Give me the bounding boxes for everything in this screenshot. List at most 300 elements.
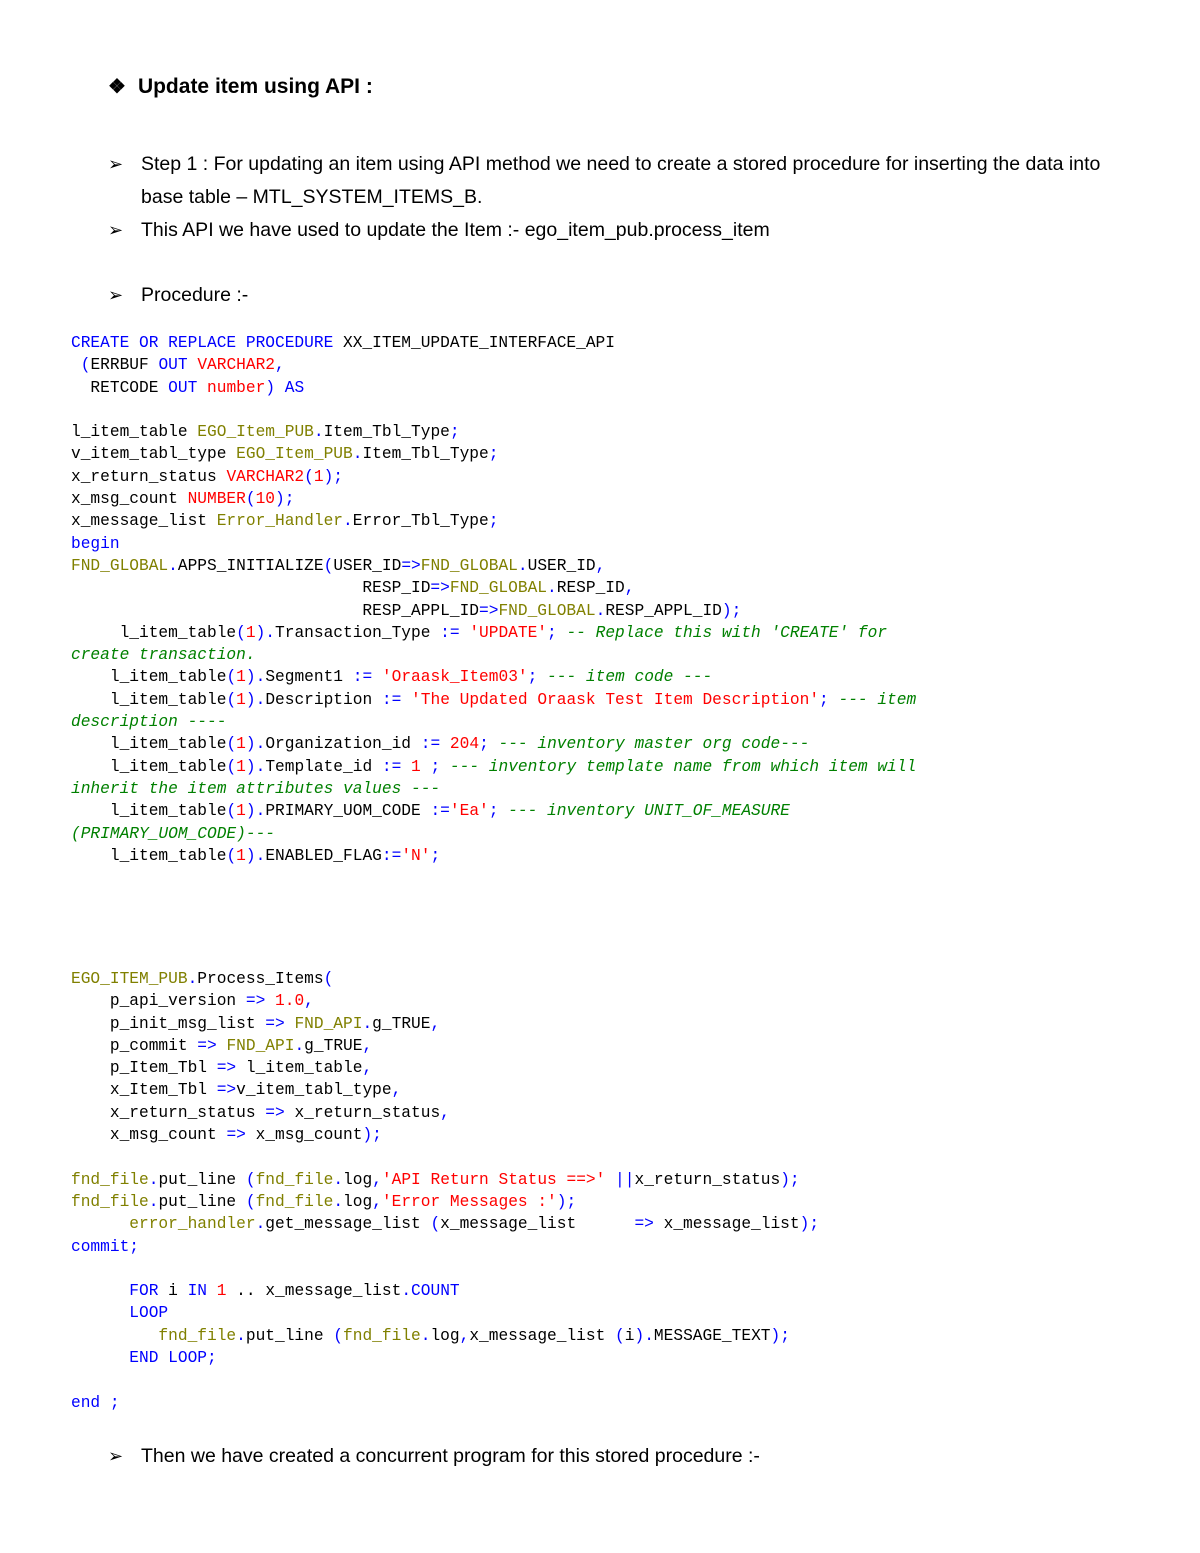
code-token: =>: [430, 579, 450, 598]
code-token: l_item_table: [71, 735, 227, 754]
code-token: =>: [245, 992, 266, 1011]
code-token: FND_GLOBAL: [71, 556, 169, 575]
process-items-code-line: [71, 1191, 819, 1213]
process-items-code-line: [71, 1236, 819, 1258]
code-token: END LOOP: [71, 1349, 207, 1368]
code-token: ;: [430, 846, 441, 865]
code-token: .: [420, 1326, 431, 1345]
procedure-code-line: [71, 332, 916, 354]
procedure-code-line: [71, 555, 916, 577]
code-token: description ----: [71, 713, 227, 732]
code-token: .: [313, 423, 324, 442]
code-token: Description: [265, 690, 382, 709]
code-token: .: [644, 1326, 654, 1345]
code-token: COUNT: [411, 1282, 460, 1301]
code-token: [188, 356, 198, 374]
code-token: [217, 1037, 227, 1055]
code-token: x_message_list: [71, 512, 217, 531]
code-token: [460, 624, 470, 642]
code-token: l_item_table: [71, 846, 227, 865]
code-token: ,: [624, 579, 635, 598]
code-token: ;: [488, 445, 499, 464]
code-token: Process_Items: [197, 970, 324, 988]
procedure-code-line: [71, 399, 916, 421]
procedure-code-line: [71, 421, 916, 443]
code-token: --- inventory UNIT_OF_MEASURE: [498, 802, 790, 821]
code-token: 'The Updated Oraask Test Item Description': [411, 690, 820, 709]
code-token: [401, 758, 411, 776]
code-token: x_return_status: [634, 1170, 781, 1189]
code-token: 1: [236, 690, 246, 709]
code-token: FND_API: [294, 1014, 363, 1033]
arrow-bullet-icon: ➢: [108, 285, 124, 305]
code-token: 1: [216, 1282, 227, 1301]
code-token: ;: [449, 423, 460, 442]
code-token: ;: [129, 1237, 140, 1256]
code-token: =>: [634, 1215, 654, 1234]
code-token: x_message_list: [469, 1326, 616, 1345]
code-token: .: [352, 445, 363, 464]
code-token: p_init_msg_list: [71, 1014, 266, 1033]
code-token: (: [323, 556, 334, 575]
code-token: ;: [420, 757, 441, 776]
code-token: ): [245, 846, 256, 865]
code-token: 'Oraask_Item03': [381, 668, 528, 687]
process-items-code-line: [71, 1146, 819, 1168]
code-token: ERRBUF: [90, 356, 159, 375]
code-token: .: [343, 512, 353, 531]
code-token: x_return_status: [71, 1103, 266, 1122]
procedure-code-line: [71, 689, 916, 711]
code-token: .. x_message_list: [226, 1282, 402, 1301]
code-token: 'Ea': [449, 802, 489, 821]
diamond-bullet-icon: ❖: [108, 76, 126, 98]
code-token: (: [226, 735, 237, 754]
code-token: ,: [430, 1014, 441, 1033]
code-token: ): [255, 623, 266, 642]
code-token: .: [255, 1215, 266, 1234]
code-token: MESSAGE_TEXT: [653, 1326, 771, 1345]
code-token: .: [547, 579, 557, 598]
code-token: NUMBER: [187, 490, 246, 509]
code-token: USER_ID: [527, 556, 596, 575]
code-token: x_Item_Tbl: [71, 1081, 217, 1100]
code-token: create transaction.: [71, 646, 256, 665]
code-token: (: [71, 356, 91, 375]
code-token: begin: [71, 534, 120, 553]
code-block-procedure: [71, 332, 916, 867]
process-items-code-line: [71, 1302, 819, 1324]
code-token: (: [615, 1326, 625, 1345]
code-token: x_msg_count: [71, 490, 188, 509]
code-token: l_item_table: [71, 423, 198, 442]
code-token: =>: [265, 1103, 285, 1122]
bullet-text: This API we have used to update the Item :- ego_item_pub.process_item: [141, 219, 770, 241]
code-token: =>: [197, 1036, 217, 1055]
procedure-code-line: [71, 600, 916, 622]
code-token: ,: [275, 356, 285, 375]
code-token: CREATE OR REPLACE PROCEDURE: [71, 334, 334, 352]
code-token: RESP_ID: [556, 579, 625, 598]
code-token: :=: [420, 735, 441, 754]
code-token: EGO_Item_PUB: [197, 423, 314, 442]
code-token: ,: [595, 556, 606, 575]
code-token: (: [226, 668, 237, 687]
code-token: Error_Tbl_Type: [352, 512, 489, 531]
code-token: log: [343, 1170, 373, 1189]
code-token: AS: [284, 378, 305, 397]
code-token: (PRIMARY_UOM_CODE)---: [71, 824, 275, 843]
code-token: ENABLED_FLAG: [265, 846, 382, 865]
code-token: =>: [401, 556, 421, 575]
code-token: .: [255, 846, 266, 865]
code-token: OUT: [168, 378, 198, 397]
code-token: ;: [819, 690, 829, 709]
code-token: Organization_id: [265, 735, 421, 754]
procedure-code-line: [71, 377, 916, 399]
code-token: .: [265, 623, 276, 642]
code-token: .: [255, 735, 266, 754]
code-token: 1: [236, 668, 246, 687]
code-token: .: [168, 556, 178, 575]
code-token: Item_Tbl_Type: [323, 423, 450, 442]
code-token: ;: [100, 1393, 120, 1412]
code-token: (: [430, 1215, 441, 1234]
code-token: 1: [245, 623, 256, 642]
procedure-code-line: [71, 622, 916, 644]
code-token: FND_API: [226, 1036, 295, 1055]
code-token: 'Error Messages :': [381, 1192, 557, 1211]
code-token: );: [780, 1170, 800, 1189]
procedure-code-line: [71, 666, 916, 688]
code-token: v_item_tabl_type: [71, 445, 237, 464]
process-items-code-line: [71, 1102, 819, 1124]
code-token: l_item_table: [71, 690, 227, 709]
code-token: =>: [226, 1126, 246, 1145]
code-token: :=: [381, 757, 402, 776]
code-token: ,: [372, 1170, 382, 1189]
code-token: .: [187, 970, 198, 988]
code-token: end: [71, 1393, 101, 1412]
code-token: FND_GLOBAL: [449, 579, 548, 598]
procedure-code-line: [71, 800, 916, 822]
code-token: --- item code ---: [537, 668, 713, 687]
code-token: FOR: [71, 1282, 159, 1301]
code-token: =>: [216, 1081, 237, 1100]
code-token: 'N': [401, 846, 431, 865]
code-token: RETCODE: [71, 378, 169, 397]
code-token: (: [333, 1326, 344, 1345]
code-token: VARCHAR2: [197, 356, 276, 375]
code-token: .: [255, 802, 266, 821]
procedure-code-line: [71, 845, 916, 867]
code-token: );: [323, 467, 344, 486]
code-token: (: [236, 623, 246, 642]
process-items-code-line: [71, 1079, 819, 1101]
code-token: l_item_table: [236, 1059, 363, 1078]
code-token: Segment1: [265, 668, 353, 687]
process-items-code-line: [71, 1013, 819, 1035]
code-token: x_msg_count: [245, 1126, 363, 1145]
procedure-code-line: [71, 488, 916, 510]
bullet-text: Then we have created a concurrent program for this stored procedure :-: [141, 1445, 760, 1467]
bullet-step-1: [108, 148, 1131, 214]
code-token: .: [148, 1192, 159, 1211]
process-items-code-line: [71, 1347, 819, 1369]
code-token: :=: [352, 668, 373, 687]
process-items-code-line: [71, 1392, 819, 1414]
code-token: EGO_Item_PUB: [236, 445, 353, 464]
procedure-code-line: [71, 823, 916, 845]
code-token: g_TRUE: [304, 1036, 363, 1055]
code-token: IN: [187, 1282, 208, 1301]
code-token: p_api_version: [71, 992, 246, 1011]
bullet-text: Step 1 : For updating an item using API method we need to create a stored procedure for inserting the data into base table – MTL_SYSTEM_ITEMS_B.: [141, 153, 1101, 208]
code-token: ,: [362, 1059, 373, 1078]
code-token: 'UPDATE': [469, 623, 548, 642]
code-token: .: [255, 757, 266, 776]
process-items-code-line: [71, 1057, 819, 1079]
code-token: --- inventory master org code---: [488, 735, 810, 754]
code-token: fnd_file: [71, 1192, 149, 1211]
process-items-code-line: [71, 1258, 819, 1280]
code-token: [275, 379, 285, 397]
code-token: log: [430, 1326, 460, 1345]
code-token: (: [226, 846, 237, 865]
section-heading: [108, 74, 373, 99]
code-token: PRIMARY_UOM_CODE: [265, 802, 431, 821]
code-token: ): [245, 735, 256, 754]
code-token: );: [556, 1192, 577, 1211]
process-items-code-line: [71, 968, 819, 990]
code-token: ;: [488, 512, 499, 531]
bullet-concurrent-program: [108, 1440, 1131, 1473]
code-token: ;: [479, 735, 489, 754]
code-token: fnd_file: [343, 1326, 421, 1345]
code-token: [440, 735, 450, 753]
code-token: EGO_ITEM_PUB: [71, 970, 188, 988]
code-token: RESP_ID: [71, 579, 431, 598]
code-token: (: [323, 970, 334, 988]
code-token: --- inventory template name from which item will: [440, 757, 917, 776]
code-token: [372, 668, 382, 686]
code-token: RESP_APPL_ID: [605, 601, 722, 620]
code-token: APPS_INITIALIZE: [177, 556, 324, 575]
code-token: ): [634, 1326, 645, 1345]
code-token: 1: [236, 757, 246, 776]
process-items-code-line: [71, 1325, 819, 1347]
code-token: x_return_status: [71, 467, 227, 486]
code-token: get_message_list: [265, 1215, 431, 1234]
procedure-code-line: [71, 644, 916, 666]
code-token: .: [333, 1192, 344, 1211]
procedure-code-line: [71, 711, 916, 733]
code-token: (: [304, 467, 314, 486]
code-token: [207, 1282, 217, 1300]
code-token: 1.0: [275, 992, 305, 1011]
code-token: :=: [430, 802, 450, 821]
arrow-bullet-icon: ➢: [108, 220, 124, 240]
code-token: 204: [449, 735, 480, 754]
code-token: [265, 992, 275, 1010]
code-token: ;: [488, 802, 499, 821]
code-token: VARCHAR2: [226, 467, 305, 486]
code-token: [401, 691, 411, 709]
code-token: .: [401, 1282, 412, 1301]
code-token: 'API Return Status ==>': [381, 1170, 606, 1189]
process-items-code-line: [71, 1280, 819, 1302]
code-token: ,: [304, 992, 314, 1011]
code-token: [285, 1015, 295, 1033]
process-items-code-line: [71, 990, 819, 1012]
code-token: :=: [381, 690, 402, 709]
code-token: fnd_file: [71, 1326, 237, 1345]
code-token: .: [333, 1170, 344, 1189]
code-token: ): [245, 668, 256, 687]
code-token: error_handler: [71, 1215, 256, 1234]
procedure-code-line: [71, 466, 916, 488]
code-token: USER_ID: [333, 556, 402, 575]
code-token: ;: [547, 623, 557, 642]
code-token: :=: [440, 623, 460, 642]
code-token: ;: [527, 668, 538, 687]
code-token: .: [362, 1014, 373, 1033]
code-token: .: [255, 690, 266, 709]
code-token: );: [770, 1326, 790, 1345]
procedure-code-line: [71, 756, 916, 778]
code-token: );: [275, 490, 295, 509]
code-token: log: [343, 1192, 373, 1211]
code-token: ,: [459, 1326, 470, 1345]
code-token: p_Item_Tbl: [71, 1059, 217, 1078]
code-token: i: [624, 1326, 635, 1345]
procedure-code-line: [71, 577, 916, 599]
code-token: FND_GLOBAL: [420, 556, 518, 575]
code-token: FND_GLOBAL: [498, 601, 596, 620]
code-token: ,: [440, 1103, 450, 1122]
code-token: p_commit: [71, 1036, 198, 1055]
code-token: (: [245, 490, 256, 509]
code-token: Template_id: [265, 757, 382, 776]
code-token: Item_Tbl_Type: [362, 445, 489, 464]
code-token: ||: [605, 1170, 635, 1189]
code-token: LOOP: [71, 1304, 169, 1323]
arrow-bullet-icon: ➢: [108, 154, 124, 174]
section-heading-text: Update item using API :: [137, 74, 373, 98]
code-token: x_msg_count: [71, 1126, 227, 1145]
code-token: fnd_file: [255, 1170, 334, 1189]
code-token: i: [158, 1282, 188, 1301]
code-token: l_item_table: [71, 623, 237, 642]
code-token: x_return_status: [284, 1103, 441, 1122]
code-token: put_line: [158, 1192, 246, 1211]
code-token: number: [207, 378, 266, 397]
code-token: ,: [391, 1081, 402, 1100]
arrow-bullet-icon: ➢: [108, 1446, 124, 1466]
code-token: ): [245, 757, 256, 776]
code-token: Error_Handler: [216, 512, 344, 531]
code-token: ,: [372, 1192, 382, 1211]
code-token: =>: [479, 601, 499, 620]
code-token: ): [265, 378, 276, 397]
code-token: );: [721, 601, 742, 620]
code-token: (: [245, 1192, 256, 1211]
code-token: put_line: [245, 1326, 334, 1345]
code-token: .: [255, 668, 266, 687]
code-token: inherit the item attributes values ---: [71, 779, 441, 798]
code-token: .: [236, 1326, 246, 1345]
bullet-procedure: [108, 279, 1131, 312]
code-token: );: [799, 1215, 820, 1234]
code-token: g_TRUE: [372, 1014, 431, 1033]
code-token: x_message_list: [653, 1215, 800, 1234]
code-token: fnd_file: [71, 1170, 149, 1189]
code-token: fnd_file: [255, 1192, 334, 1211]
code-token: (: [226, 802, 237, 821]
code-token: l_item_table: [71, 668, 227, 687]
code-token: =>: [216, 1059, 237, 1078]
code-token: RESP_APPL_ID: [71, 601, 479, 620]
bullet-text: Procedure :-: [141, 284, 249, 306]
code-token: (: [245, 1170, 256, 1189]
code-token: .: [595, 601, 606, 620]
code-token: commit: [71, 1237, 130, 1256]
code-token: 1: [236, 802, 246, 821]
procedure-code-line: [71, 778, 916, 800]
bullet-api-name: [108, 214, 1131, 247]
code-token: 1: [236, 735, 246, 754]
process-items-code-line: [71, 1213, 819, 1235]
code-token: 1: [411, 757, 421, 776]
code-token: 1: [236, 846, 246, 865]
code-token: Transaction_Type: [275, 623, 441, 642]
code-token: put_line: [158, 1170, 246, 1189]
code-token: (: [226, 757, 237, 776]
process-items-code-line: [71, 1124, 819, 1146]
code-token: --- item: [828, 690, 917, 709]
code-token: .: [148, 1170, 159, 1189]
code-token: );: [362, 1126, 382, 1145]
code-token: :=: [381, 846, 402, 865]
code-token: 10: [255, 490, 276, 509]
procedure-code-line: [71, 354, 916, 376]
code-token: ;: [207, 1349, 217, 1368]
code-token: x_message_list: [440, 1215, 635, 1234]
code-token: XX_ITEM_UPDATE_INTERFACE_API: [333, 334, 615, 352]
procedure-code-line: [71, 733, 916, 755]
procedure-code-line: [71, 510, 916, 532]
process-items-code-line: [71, 1035, 819, 1057]
code-token: -- Replace this with 'CREATE' for: [556, 623, 888, 642]
code-token: [197, 379, 207, 397]
code-block-process-items: [71, 968, 819, 1414]
code-token: ,: [362, 1036, 373, 1055]
process-items-code-line: [71, 1169, 819, 1191]
process-items-code-line: [71, 1369, 819, 1391]
code-token: .: [517, 556, 528, 575]
code-token: =>: [265, 1014, 285, 1033]
code-token: .: [294, 1036, 305, 1055]
code-token: 1: [313, 467, 324, 486]
procedure-code-line: [71, 443, 916, 465]
code-token: ): [245, 802, 256, 821]
code-token: l_item_table: [71, 757, 227, 776]
code-token: (: [226, 690, 237, 709]
code-token: l_item_table: [71, 802, 227, 821]
code-token: OUT: [158, 356, 188, 375]
code-token: ): [245, 690, 256, 709]
procedure-code-line: [71, 533, 916, 555]
